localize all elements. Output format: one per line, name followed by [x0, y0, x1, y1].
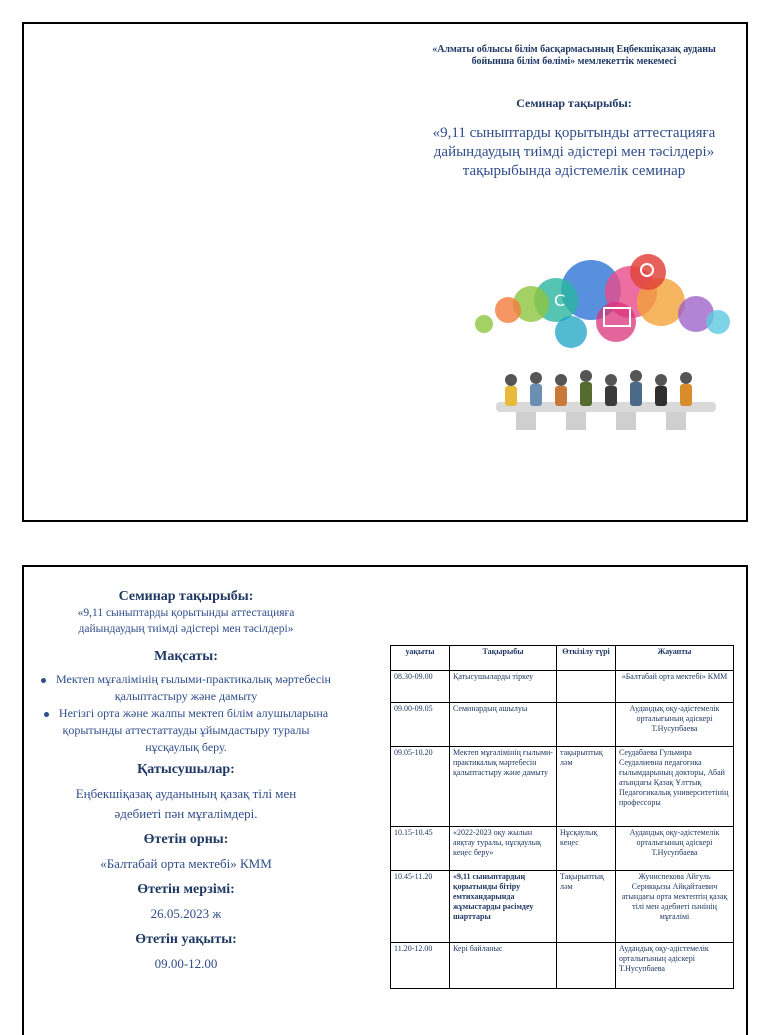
header-topic: Тақырыбы	[450, 646, 557, 671]
date-value: 26.05.2023 ж	[150, 906, 222, 921]
seminar-label: Семинар тақырыбы:	[516, 96, 632, 110]
goal-text: Мектеп мұғалімінің ғылыми-практикалық мәртебесін қалыптастыру және дамыту	[56, 672, 331, 703]
topic-line-2: дайындаудың тиімді әдістері мен тәсілдері»	[78, 623, 294, 635]
cell-form	[557, 703, 616, 747]
cell-responsible: Аудандық оқу-әдістемелік орталығының әдіскері Т.Нусупбаева	[616, 703, 734, 747]
organization-header	[414, 44, 734, 68]
goals-list	[36, 671, 336, 756]
program-table	[390, 645, 734, 989]
title-line-1: «9,11 сыныптарды қорытынды аттестацияға	[432, 125, 716, 141]
title-line-2: дайындаудың тиімді әдістері мен тәсілдері»	[433, 144, 715, 160]
title-line-3: тақырыбында әдістемелік семинар	[462, 163, 686, 179]
place-value: «Балтабай орта мектебі» КММ	[100, 856, 272, 871]
cell-topic: Семинардың ашылуы	[450, 703, 557, 747]
goal-item	[36, 671, 336, 705]
goals-heading: Мақсаты:	[154, 649, 218, 664]
table-row	[391, 943, 734, 989]
topic-line-1: «9,11 сыныптарды қорытынды аттестацияға	[77, 607, 295, 619]
table-row	[391, 703, 734, 747]
cell-time: 10.45-11.20	[391, 871, 450, 943]
table-row	[391, 827, 734, 871]
bullet-icon	[41, 678, 46, 683]
cell-form: Нұсқаулық кеңес	[557, 827, 616, 871]
cell-responsible: Аудандық оқу-әдістемелік орталығының әдіскері Т.Нусупбаева	[616, 943, 734, 989]
cell-responsible: Сеудабаева Гульмира Сеудалиевна педагогика ғылымдарының докторы, Абай атындағы Қазақ Ұлттық Педагогикалық университетінің профессоры	[616, 747, 734, 827]
cell-form: Тақырыптық ләм	[557, 871, 616, 943]
cell-time: 11.20-12.00	[391, 943, 450, 989]
cell-time: 08.30-09.00	[391, 671, 450, 703]
participants-heading: Қатысушылар:	[137, 762, 235, 777]
cell-topic: Кері байланыс	[450, 943, 557, 989]
cell-topic: «2022-2023 оқу жылын аяқтау туралы, нұсқаулық кеңес беру»	[450, 827, 557, 871]
table-row	[391, 747, 734, 827]
topic-heading: Семинар тақырыбы:	[118, 589, 254, 604]
date-heading: Өтетін мерзімі:	[137, 882, 235, 897]
cell-topic: «9,11 сыныптардың қорытынды бітіру емтихандарында жұмыстарды рәсімдеу шарттары	[450, 871, 557, 943]
header-responsible: Жауапты	[616, 646, 734, 671]
goal-item	[36, 705, 336, 756]
header-time: уақыты	[391, 646, 450, 671]
cell-form	[557, 671, 616, 703]
bullet-icon	[44, 712, 49, 717]
time-heading: Өтетін уақыты:	[135, 932, 237, 947]
cell-topic: Мектеп мұғалімінің ғылыми-практикалық мәртебесін қалыптастыру және дамыту	[450, 747, 557, 827]
table-header-row	[391, 646, 734, 671]
seminar-illustration	[456, 242, 746, 442]
participants-line-1: Еңбекшіқазақ ауданының қазақ тілі мен	[75, 786, 297, 801]
table-row	[391, 871, 734, 943]
cell-responsible: Жуниспекова Айгуль Серикқызы Айқайтаевич атындағы орта мектептің қазақ тілі мен әдебиеті пәнінің мұғалімі	[616, 871, 734, 943]
cell-responsible: Аудандық оқу-әдістемелік орталығының әдіскері Т.Нусупбаева	[616, 827, 734, 871]
cell-responsible: «Балтабай орта мектебі» КММ	[616, 671, 734, 703]
place-heading: Өтетін орны:	[143, 832, 229, 847]
org-line-2: бойынша білім бөлімі» мемлекеттік мекемесі	[471, 56, 677, 67]
org-line-1: «Алматы облысы білім басқармасының Еңбекшіқазақ ауданы	[432, 44, 716, 55]
cell-topic: Қатысушыларды тіркеу	[450, 671, 557, 703]
participants-line-2: әдебиеті пән мұғалімдері.	[114, 806, 258, 821]
time-value: 09.00-12.00	[154, 956, 218, 971]
cell-form: тақырыптық ләм	[557, 747, 616, 827]
goal-text: Негізгі орта және жалпы мектеп білім алушыларына қорытынды аттестаттауды ұйымдастыру туралы нұсқаулық беру.	[58, 706, 329, 754]
cell-time: 09.05-10.20	[391, 747, 450, 827]
seminar-title	[414, 124, 734, 181]
table-row	[391, 671, 734, 703]
svg-text:C: C	[554, 291, 566, 310]
cover-page	[22, 22, 748, 522]
program-page	[22, 565, 748, 1035]
cell-time: 10.15-10.45	[391, 827, 450, 871]
cell-time: 09.00-09.05	[391, 703, 450, 747]
seminar-info	[36, 589, 336, 974]
cell-form	[557, 943, 616, 989]
header-form: Өткізілу түрі	[557, 646, 616, 671]
